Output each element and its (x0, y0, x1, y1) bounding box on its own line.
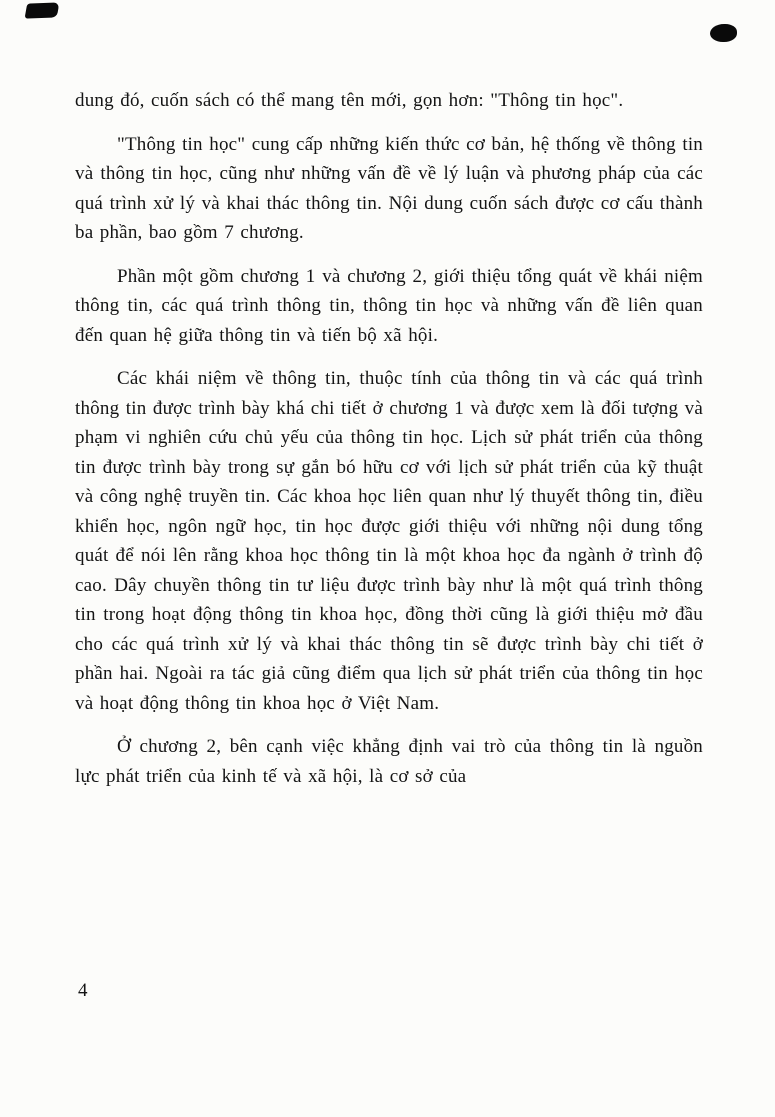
page-number: 4 (78, 980, 88, 1001)
paragraph-intro: "Thông tin học" cung cấp những kiến thức cơ bản, hệ thống về thông tin và thông tin học, cũng như những vấn đề về lý luận và phương pháp của các quá trình xử lý và khai thác thông tin. Nội dung cuốn sách được cơ cấu thành ba phần, bao gồm 7 chương. (75, 133, 703, 243)
scan-artifact-top-left (25, 2, 60, 18)
paragraph-chapter-1: Các khái niệm về thông tin, thuộc tính của thông tin và các quá trình thông tin được trình bày khá chi tiết ở chương 1 và được xem là đối tượng và phạm vi nghiên cứu chủ yếu của thông tin học. Lịch sử phát triển của thông tin được trình bày trong sự gắn bó hữu cơ với lịch sử phát triển của kỹ thuật và công nghệ truyền tin. Các khoa học liên quan như lý thuyết thông tin, điều khiển học, ngôn ngữ học, tin học được giới thiệu với những nội dung tổng quát để nói lên rằng khoa học thông tin là một khoa học đa ngành ở trình độ cao. Dây chuyền thông tin tư liệu được trình bày như là một quá trình thông tin trong hoạt động thông tin khoa học, đồng thời cũng là giới thiệu mở đầu cho các quá trình xử lý và khai thác thông tin sẽ được trình bày chi tiết ở phần hai. Ngoài ra tác giả cũng điểm qua lịch sử phát triển của thông tin học và hoạt động thông tin khoa học ở Việt Nam. (75, 368, 703, 714)
paragraph-chapter-2: Ở chương 2, bên cạnh việc khẳng định vai trò của thông tin là nguồn lực phát triển của kinh tế và xã hội, là cơ sở của (75, 736, 703, 787)
scan-artifact-top-right (710, 24, 737, 42)
paragraph-continuation: dung đó, cuốn sách có thể mang tên mới, gọn hơn: "Thông tin học". (75, 90, 624, 111)
page-text-block (75, 86, 703, 805)
paragraph-part-one: Phần một gồm chương 1 và chương 2, giới thiệu tổng quát về khái niệm thông tin, các quá trình thông tin, thông tin học và những vấn đề liên quan đến quan hệ giữa thông tin và tiến bộ xã hội. (75, 265, 703, 346)
